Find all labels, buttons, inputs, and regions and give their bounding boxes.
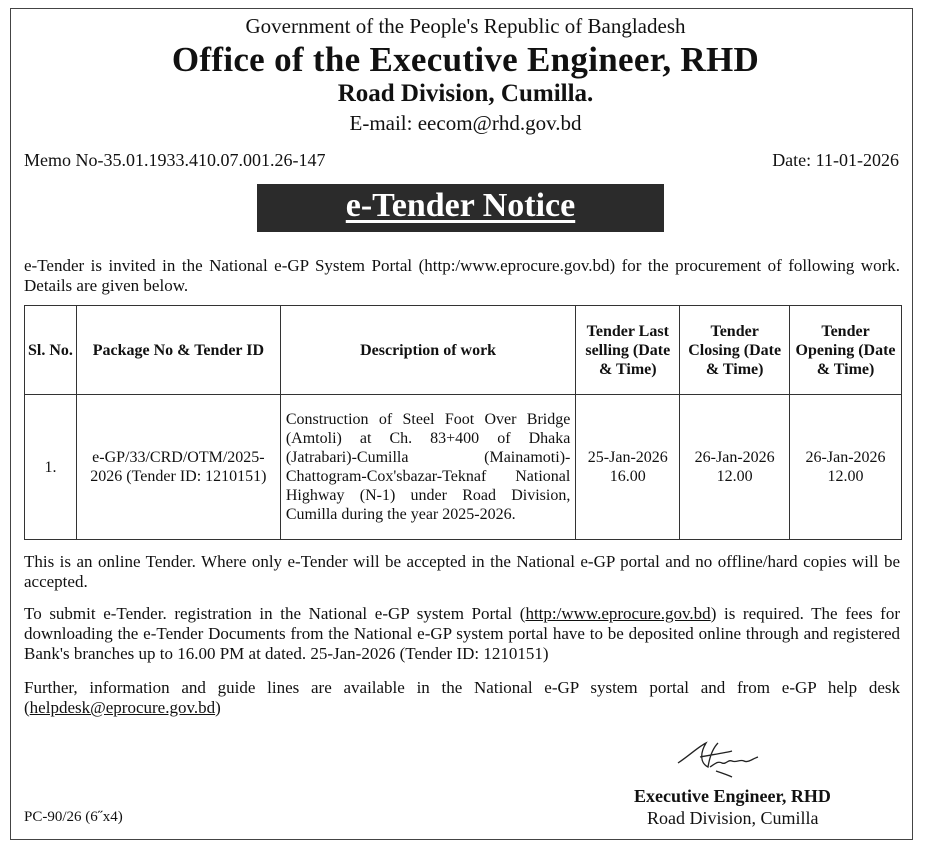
col-header-sl: Sl. No. — [25, 306, 77, 395]
signatory-office: Road Division, Cumilla — [647, 808, 819, 828]
government-heading: Government of the People's Republic of Bangladesh — [245, 14, 686, 38]
submission-text-before: To submit e-Tender. registration in the National e-GP system Portal ( — [24, 604, 526, 623]
cell-last-selling — [576, 395, 680, 540]
signatory-title: Executive Engineer, RHD — [634, 786, 831, 806]
helpdesk-paragraph — [24, 678, 900, 718]
col-header-closing: Tender Closing (Date & Time) — [680, 306, 790, 395]
intro-paragraph: e-Tender is invited in the National e-GP System Portal (http:/www.eprocure.gov.bd) for the procurement of following work. Details are given below. — [24, 256, 900, 295]
table-header-row — [25, 306, 902, 395]
notice-date: Date: 11-01-2026 — [772, 150, 899, 170]
cell-sl: 1. — [25, 395, 77, 540]
last-selling-date: 25-Jan-2026 — [587, 449, 668, 466]
col-header-description: Description of work — [280, 306, 576, 395]
col-header-last-selling: Tender Last selling (Date & Time) — [576, 306, 680, 395]
signature-image — [670, 733, 770, 783]
notice-title: e-Tender Notice — [345, 187, 576, 224]
division-title: Road Division, Cumilla. — [337, 80, 594, 107]
tender-table — [24, 305, 902, 540]
cell-description: Construction of Steel Foot Over Bridge (Amtoli) at Ch. 83+400 of Dhaka (Jatrabari)-Cumilla (Mainamoti)-Chattogram-Cox'sbazar-Teknaf National Highway (N-1) under Road Division, Cumilla during the year 2025-2026. — [280, 395, 576, 540]
closing-date: 26-Jan-2026 — [694, 449, 775, 466]
memo-number: Memo No-35.01.1933.410.07.001.26-147 — [24, 150, 326, 170]
submission-text-after: ) is required. The fees for downloading the e-Tender Documents from the National e-GP system portal have to be deposited online through and registered Bank's branches up to 16.00 PM at dated. 25-Jan-2026 (Tender ID: 1210151) — [24, 604, 901, 663]
cell-package: e-GP/33/CRD/OTM/2025-2026 (Tender ID: 1210151) — [76, 395, 280, 540]
closing-time: 12.00 — [716, 468, 753, 485]
helpdesk-text-before: Further, information and guide lines are available in the National e-GP system portal and from e-GP help desk ( — [24, 678, 900, 717]
helpdesk-email-link[interactable]: helpdesk@eprocure.gov.bd — [29, 698, 216, 717]
office-email: E-mail: eecom@rhd.gov.bd — [349, 111, 582, 135]
cell-opening — [790, 395, 902, 540]
pc-reference: PC-90/26 (6˝x4) — [24, 809, 123, 825]
col-header-opening: Tender Opening (Date & Time) — [790, 306, 902, 395]
online-tender-paragraph: This is an online Tender. Where only e-Tender will be accepted in the National e-GP portal and no offline/hard copies will be accepted. — [24, 552, 900, 591]
notice-title-banner — [257, 184, 664, 232]
last-selling-time: 16.00 — [609, 468, 646, 485]
opening-date: 26-Jan-2026 — [805, 449, 886, 466]
office-title: Office of the Executive Engineer, RHD — [171, 40, 760, 79]
submission-paragraph — [24, 604, 900, 664]
col-header-package: Package No & Tender ID — [76, 306, 280, 395]
eprocure-link[interactable]: http:/www.eprocure.gov.bd — [525, 604, 711, 623]
cell-closing — [680, 395, 790, 540]
table-row — [25, 395, 902, 540]
helpdesk-text-after: ) — [215, 698, 221, 717]
opening-time: 12.00 — [827, 468, 864, 485]
